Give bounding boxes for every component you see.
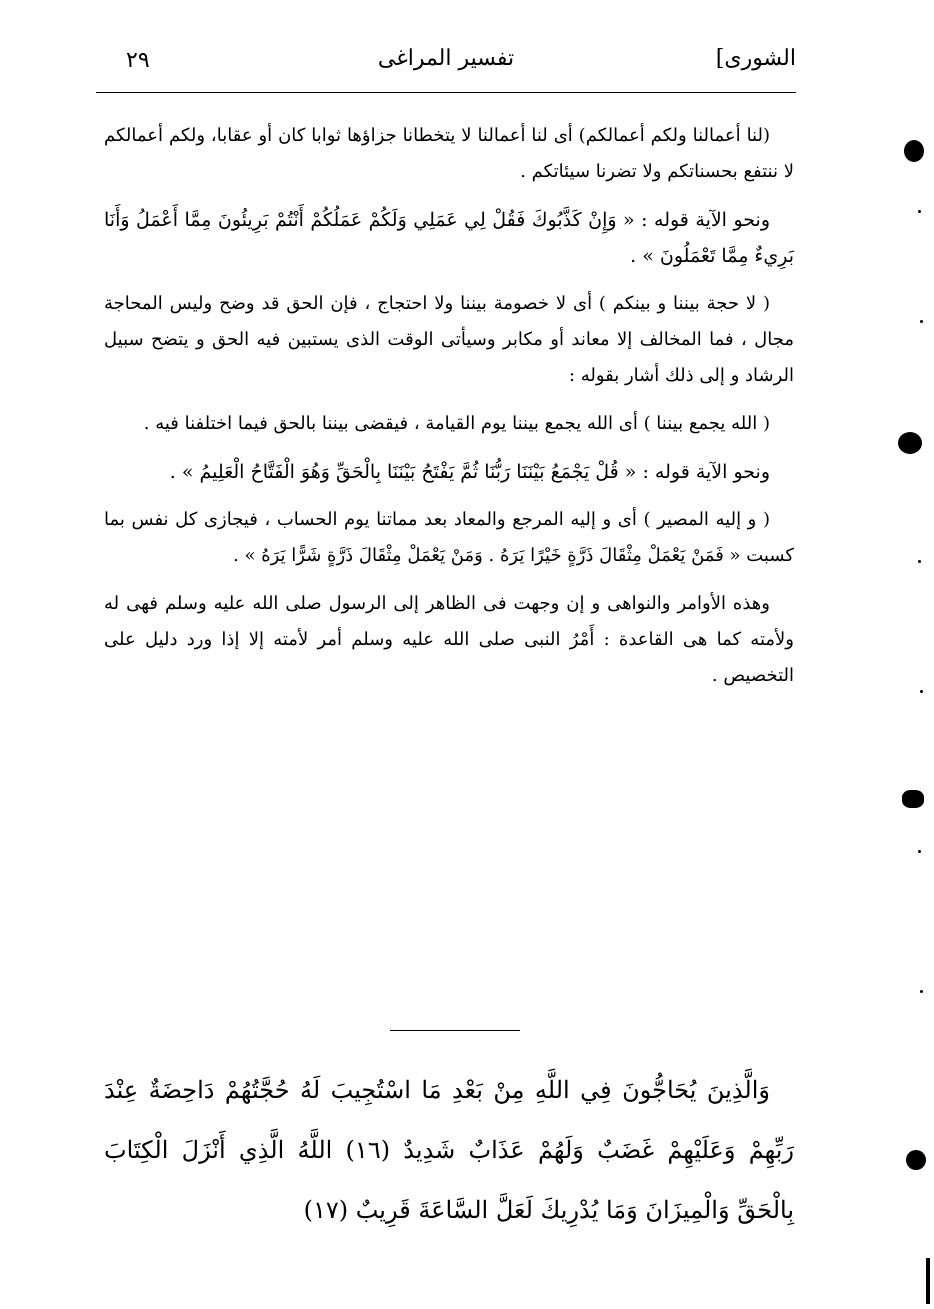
binding-hole-mark [902,790,924,808]
page-edge-mark [926,1258,930,1304]
scan-speck [918,850,921,853]
quran-verse-block: وَالَّذِينَ يُحَاجُّونَ فِي اللَّهِ مِنْ بَعْدِ مَا اسْتُجِيبَ لَهُ حُجَّتُهُمْ دَاحِضَةٌ عِنْدَ رَبِّهِمْ وَعَلَيْهِمْ غَضَبٌ وَلَهُمْ عَذَابٌ شَدِيدٌ (١٦) اللَّهُ الَّذِي أَنْزَلَ الْكِتَابَ بِالْحَقِّ وَالْمِيزَانَ وَمَا يُدْرِيكَ لَعَلَّ السَّاعَةَ قَرِيبٌ (١٧) [104,1076,795,1224]
section-divider [390,1030,520,1031]
commentary-paragraph: ( الله يجمع بيننا ) أى الله يجمع بيننا يوم القيامة ، فيقضى بيننا بالحق فيما اختلفنا فيه . [143,413,770,434]
scan-speck [920,690,923,693]
scan-speck [918,560,921,563]
commentary-paragraph: ونحو الآية قوله : « وَإِنْ كَذَّبُوكَ فَقُلْ لِي عَمَلِي وَلَكُمْ عَمَلُكُمْ أَنْتُمْ بَرِيئُونَ مِمَّا أَعْمَلُ وَأَنَا بَرِيءٌ مِمَّا تَعْمَلُونَ » . [104,209,794,267]
scan-speck [920,320,923,323]
binding-hole-mark [904,140,924,162]
scan-speck [918,210,921,213]
commentary-paragraph: ونحو الآية قوله : « قُلْ يَجْمَعُ بَيْنَنَا رَبُّنَا ثُمَّ يَفْتَحُ بَيْنَنَا بِالْحَقِّ وَهُوَ الْفَتَّاحُ الْعَلِيمُ » . [169,461,770,483]
commentary-paragraph: ( و إليه المصير ) أى و إليه المرجع والمعاد بعد مماتنا يوم الحساب ، فيجازى كل نفس بما كسبت « فَمَنْ يَعْمَلْ مِثْقَالَ ذَرَّةٍ خَيْرًا يَرَهُ . وَمَنْ يَعْمَلْ مِثْقَالَ ذَرَّةٍ شَرًّا يَرَهُ » . [104,509,794,566]
binding-hole-mark [906,1150,926,1170]
binding-hole-mark [898,432,922,454]
commentary-body [104,118,794,706]
scan-speck [920,990,923,993]
running-title: تفسير المراغى [377,46,515,71]
commentary-paragraph: (لنا أعمالنا ولكم أعمالكم) أى لنا أعمالنا لا يتخطانا جزاؤها ثوابا كان أو عقابا، ولكم أعمالكم لا ننتفع بحسناتكم ولا تضرنا سيئاتكم . [104,125,794,182]
commentary-paragraph: وهذه الأوامر والنواهى و إن وجهت فى الظاهر إلى الرسول صلى الله عليه وسلم فهى له ولأمته كما هى القاعدة : أَمْرُ النبى صلى الله عليه وسلم أمر لأمته إلا إذا ورد دليل على التخصيص . [104,593,794,686]
header-rule [96,92,796,93]
page-number: ٢٩ [126,48,150,73]
page-header [96,40,796,90]
commentary-paragraph: ( لا حجة بيننا و بينكم ) أى لا خصومة بيننا ولا احتجاج ، فإن الحق قد وضح وليس المحاجة مجال ، فما المخالف إلا معاند أو مكابر وسيأتى الوقت الذى يستبين فيه الحق و يتضح سبيل الرشاد و إلى ذلك أشار بقوله : [104,293,794,386]
surah-label: [الشورى [715,46,796,71]
